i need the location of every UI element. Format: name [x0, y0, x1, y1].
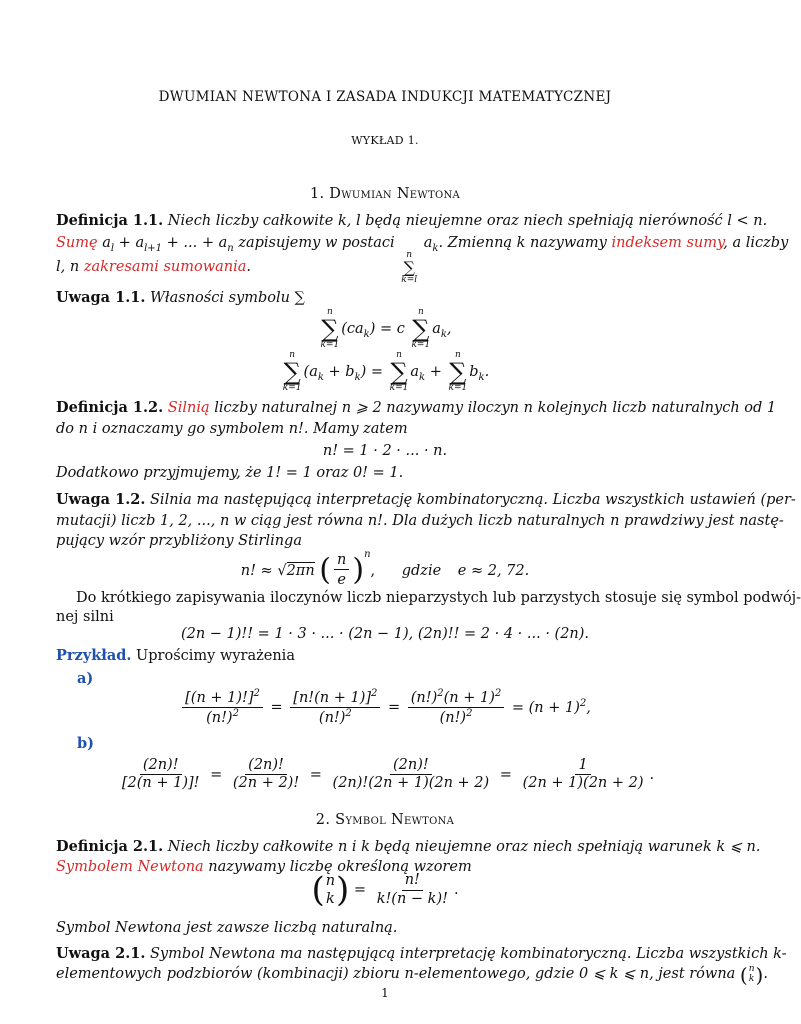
def-1-1-term-limits: zakresami sumowania — [83, 259, 247, 275]
example-part-b: b) — [77, 735, 94, 752]
def-1-1-line-3: l, n zakresami sumowania. — [56, 259, 252, 275]
lecture-label: WYKŁAD 1. — [351, 134, 419, 147]
binomial-natural-note: Symbol Newtona jest zawsze liczbą naturalną. — [56, 920, 398, 936]
sum-property-1: n ∑ k=1 $(ca_k) = c$ n ∑ k=1 $a_k$, — [320, 307, 452, 350]
remark-1-1-label: Uwaga 1.1. — [56, 289, 146, 306]
double-factorial-intro-1: Do krótkiego zapisywania iloczynów liczb nieparzystych lub parzystych stosuje się symbol podwój- — [76, 590, 801, 606]
double-factorial-formula: (2n − 1)!! = 1 · 3 · ... · (2n − 1), (2n)!! = 2 · 4 · ... · (2n). — [180, 626, 590, 642]
remark-2-1-line-1: Uwaga 2.1. Symbol Newtona ma następującą interpretację kombinatoryczną. Liczba wszystkich k- — [56, 945, 787, 962]
double-factorial-intro-2: nej silni — [56, 609, 114, 625]
def-1-1-term-sum: Sumę — [56, 235, 98, 251]
def-1-2-line-2: do n i oznaczamy go symbolem n!. Mamy zatem — [56, 421, 408, 437]
sum-property-2: n ∑ k=1 $(a_k + b_k)$ = n ∑ k=1 $a_k$ + n ∑ k=1 $b_k$. — [282, 350, 490, 393]
example-text: Uprościmy wyrażenia — [136, 648, 295, 664]
remark-1-2-line-1: Uwaga 1.2. Silnia ma następującą interpretację kombinatoryczną. Liczba wszystkich ustawień (per- — [56, 491, 796, 508]
remark-1-2-line-3: pujący wzór przybliżony Stirlinga — [56, 533, 302, 549]
remark-1-2-label: Uwaga 1.2. — [56, 491, 146, 508]
stirling-formula: n! ≈ √2πn ( $\frac{n}{e}$ )$^n$, gdzie e ≈ 2, 72. — [56, 548, 714, 592]
section-heading-1: 1. Dwumian Newtona — [309, 186, 461, 202]
def-2-1-line-2: Symbolem Newtona nazywamy liczbę określoną wzorem — [56, 859, 472, 875]
def-1-1-line-1 — [56, 211, 768, 232]
factorial-convention: Dodatkowo przyjmujemy, że 1! = 1 oraz 0! = 1. — [56, 465, 404, 481]
remark-1-1 — [56, 288, 714, 309]
factorial-definition: n! = 1 · 2 · ... · n. — [322, 443, 448, 459]
def-1-1-text-3: . Zmienną k nazywamy — [438, 235, 607, 251]
def-1-2-label: Definicja 1.2. — [56, 399, 164, 416]
example-a-equation: $\frac{[(n + 1)!]^2}{(n!)^2}$ = $\frac{[n!(n + 1)]^2}{(n!)^2}$ = $\frac{(n!)^2(n + 1)^2}{(n!)^2}$ = $(n + 1)^2$, — [56, 688, 714, 727]
def-2-1-label: Definicja 2.1. — [56, 838, 164, 855]
remark-1-2-line-2: mutacji) liczb 1, 2, ..., n w ciąg jest równa n!. Dla dużych liczb naturalnych n prawdziwy jest nastę- — [56, 513, 784, 529]
remark-2-1-label: Uwaga 2.1. — [56, 945, 146, 962]
sum-symbol-inline: n ∑ k=l — [401, 250, 418, 285]
def-1-2-line-1: Definicja 1.2. Silnią liczby naturalnej n ⩾ 2 nazywamy iloczyn n kolejnych liczb naturalnych od 1 — [56, 399, 777, 416]
remark-2-1-line-2: elementowych podzbiorów (kombinacji) zbioru n-elementowego, gdzie 0 ⩽ k ⩽ n, jest równa ( n k ) . — [56, 963, 768, 987]
def-1-1-text-1: Niech liczby całkowite k, l będą nieujemne oraz niech spełniają nierówność l < n. — [167, 213, 768, 229]
page-number: 1 — [381, 986, 389, 1000]
example-heading — [56, 646, 714, 667]
remark-1-1-text: Własności symbolu ∑ — [150, 290, 305, 306]
def-1-1-text-2: zapisujemy w postaci — [238, 235, 395, 251]
def-1-1-term-index: indeksem sumy — [611, 235, 724, 251]
def-2-1-term-binomial: Symbolem Newtona — [56, 859, 204, 875]
def-2-1-line-1: Definicja 2.1. Niech liczby całkowite n i k będą nieujemne oraz niech spełniają warunek k ⩽ n. — [56, 838, 761, 855]
example-part-a: a) — [77, 670, 94, 687]
def-1-1-label: Definicja 1.1. — [56, 212, 164, 229]
example-label: Przykład. — [56, 647, 132, 664]
sum-expression: $a_l + a_{l+1}$ + ... + $a_n$ — [102, 235, 234, 254]
def-1-2-term-factorial: Silnią — [167, 400, 210, 416]
stirling-where: gdzie — [401, 563, 442, 579]
section-heading-2: 2. Symbol Newtona — [315, 812, 455, 828]
document-title: DWUMIAN NEWTONA I ZASADA INDUKCJI MATEMATYCZNEJ — [158, 89, 612, 105]
stirling-e-value: e ≈ 2, 72. — [457, 563, 530, 579]
def-1-1-line-2: Sumę $a_l + a_{l+1}$ + ... + $a_n$ zapisujemy w postaci n ∑ k=l $a_k$. Zmienną k nazywamy indeksem sumy, a liczby — [56, 235, 789, 285]
binomial-coefficient-formula: ( n k ) = $\frac{n!}{k!(n - k)!}$ . — [311, 870, 459, 911]
example-b-equation: $\frac{(2n)!}{[2(n + 1)]!}$ = $\frac{(2n)!}{(2n + 2)!}$ = $\frac{(2n)!}{(2n)!(2n + 1)(2n + 2)}$ = $\frac{1}{(2n + 1)(2n + 2)}$ . — [121, 757, 655, 792]
